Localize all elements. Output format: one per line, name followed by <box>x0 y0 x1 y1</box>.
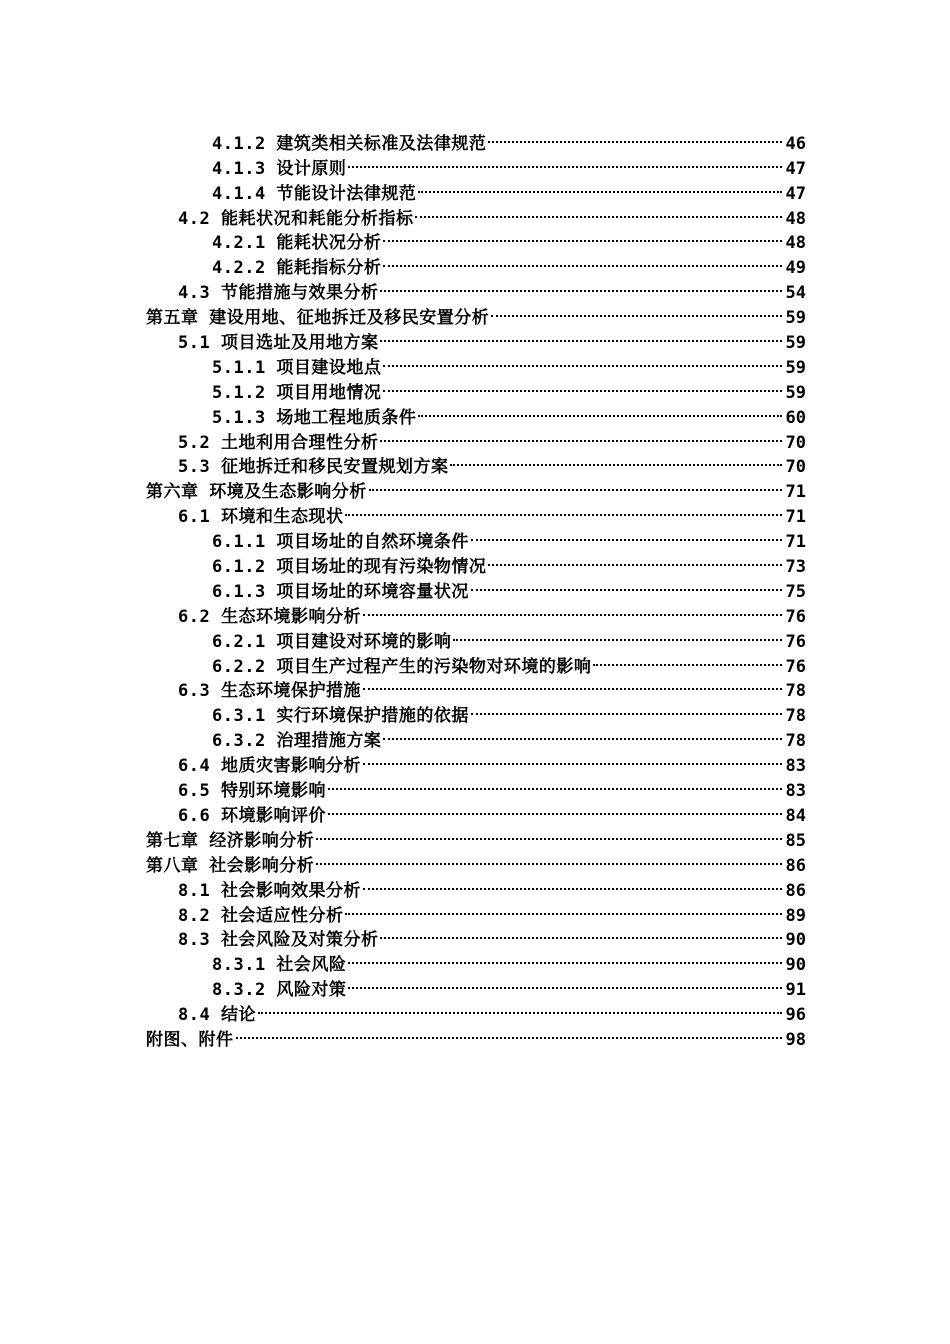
toc-page-number: 76 <box>785 656 806 677</box>
toc-dot-leader <box>488 124 782 149</box>
toc-entry-title: 5.2 土地利用合理性分析 <box>178 432 379 453</box>
table-of-contents <box>146 124 806 1050</box>
toc-page-number: 73 <box>785 557 806 578</box>
toc-entry-title: 5.1 项目选址及用地方案 <box>178 333 379 354</box>
toc-dot-leader <box>491 298 782 323</box>
toc-dot-leader <box>328 796 782 821</box>
toc-entry-title: 6.2 生态环境影响分析 <box>178 606 361 627</box>
toc-entry-title: 4.2.1 能耗状况分析 <box>212 233 382 254</box>
toc-dot-leader <box>345 896 782 921</box>
toc-page-number: 86 <box>785 855 806 876</box>
toc-dot-leader <box>418 398 782 423</box>
toc-dot-leader <box>348 945 782 970</box>
toc-entry-title: 4.1.3 设计原则 <box>212 158 347 179</box>
toc-page-number: 76 <box>785 606 806 627</box>
toc-dot-leader <box>380 273 782 298</box>
toc-dot-leader <box>348 149 782 174</box>
toc-entry-title: 8.4 结论 <box>178 1005 256 1026</box>
toc-page-number: 59 <box>785 333 806 354</box>
toc-entry-title: 4.1.2 建筑类相关标准及法律规范 <box>212 133 487 154</box>
toc-page-number: 71 <box>785 532 806 553</box>
toc-entry-title: 第六章 环境及生态影响分析 <box>146 482 367 503</box>
toc-page-number: 86 <box>785 880 806 901</box>
toc-dot-leader <box>450 448 782 473</box>
toc-dot-leader <box>488 547 782 572</box>
toc-entry-title: 5.1.2 项目用地情况 <box>212 382 382 403</box>
toc-page-number: 59 <box>785 382 806 403</box>
toc-page-number: 75 <box>785 581 806 602</box>
toc-dot-leader <box>363 746 782 771</box>
toc-page-number: 70 <box>785 457 806 478</box>
toc-entry-title: 6.3.2 治理措施方案 <box>212 731 382 752</box>
toc-dot-leader <box>363 871 782 896</box>
toc-dot-leader <box>471 522 782 547</box>
toc-page-number: 59 <box>785 357 806 378</box>
toc-dot-leader <box>380 323 782 348</box>
toc-dot-leader <box>380 423 782 448</box>
toc-entry-title: 6.5 特别环境影响 <box>178 781 326 802</box>
toc-entry-title: 第八章 社会影响分析 <box>146 855 315 876</box>
toc-dot-leader <box>380 921 782 946</box>
toc-page-number: 78 <box>785 681 806 702</box>
toc-page-number: 54 <box>785 283 806 304</box>
toc-dot-leader <box>363 597 782 622</box>
toc-dot-leader <box>383 248 782 273</box>
toc-dot-leader <box>383 373 782 398</box>
toc-page-number: 48 <box>785 233 806 254</box>
toc-entry-title: 6.1.3 项目场址的环境容量状况 <box>212 581 469 602</box>
toc-entry-title: 6.1 环境和生态现状 <box>178 507 344 528</box>
toc-dot-leader <box>236 1020 783 1045</box>
toc-dot-leader <box>316 821 782 846</box>
toc-page-number: 85 <box>785 830 806 851</box>
toc-entry-title: 6.1.1 项目场址的自然环境条件 <box>212 532 469 553</box>
toc-dot-leader <box>363 672 782 697</box>
toc-entry[interactable] <box>146 124 806 154</box>
toc-page-number: 49 <box>785 258 806 279</box>
toc-entry-title: 6.4 地质灾害影响分析 <box>178 756 361 777</box>
toc-page-number: 60 <box>785 407 806 428</box>
toc-page-number: 71 <box>785 482 806 503</box>
toc-entry-title: 5.3 征地拆迁和移民安置规划方案 <box>178 457 449 478</box>
toc-entry-title: 6.1.2 项目场址的现有污染物情况 <box>212 557 487 578</box>
toc-dot-leader <box>453 622 782 647</box>
toc-page-number: 78 <box>785 731 806 752</box>
toc-dot-leader <box>258 995 782 1020</box>
toc-page-number: 46 <box>785 133 806 154</box>
toc-entry-title: 8.3.1 社会风险 <box>212 955 347 976</box>
toc-dot-leader <box>383 348 782 373</box>
toc-page-number: 84 <box>785 805 806 826</box>
toc-entry-title: 4.2 能耗状况和耗能分析指标 <box>178 208 414 229</box>
toc-entry-title: 6.6 环境影响评价 <box>178 805 326 826</box>
toc-page-number: 47 <box>785 183 806 204</box>
toc-dot-leader <box>415 199 782 224</box>
toc-dot-leader <box>593 647 782 672</box>
toc-page-number: 91 <box>785 980 806 1001</box>
toc-entry-title: 6.2.2 项目生产过程产生的污染物对环境的影响 <box>212 656 592 677</box>
toc-entry-title: 4.1.4 节能设计法律规范 <box>212 183 417 204</box>
toc-page-number: 59 <box>785 308 806 329</box>
toc-entry-title: 5.1.1 项目建设地点 <box>212 357 382 378</box>
toc-page-number: 89 <box>785 905 806 926</box>
toc-entry-title: 4.2.2 能耗指标分析 <box>212 258 382 279</box>
toc-page-number: 96 <box>785 1005 806 1026</box>
toc-entry-title: 6.3 生态环境保护措施 <box>178 681 361 702</box>
toc-entry-title: 8.3 社会风险及对策分析 <box>178 930 379 951</box>
toc-page-number: 47 <box>785 158 806 179</box>
toc-dot-leader <box>383 224 782 249</box>
toc-entry-title: 8.3.2 风险对策 <box>212 980 347 1001</box>
toc-dot-leader <box>345 497 782 522</box>
toc-entry-title: 4.3 节能措施与效果分析 <box>178 283 379 304</box>
toc-page-number: 76 <box>785 631 806 652</box>
toc-dot-leader <box>471 572 782 597</box>
toc-page-number: 71 <box>785 507 806 528</box>
toc-page-number: 90 <box>785 955 806 976</box>
toc-dot-leader <box>471 696 782 721</box>
toc-entry-title: 8.1 社会影响效果分析 <box>178 880 361 901</box>
toc-entry[interactable] <box>146 1020 806 1050</box>
toc-page-number: 78 <box>785 706 806 727</box>
toc-dot-leader <box>418 174 782 199</box>
toc-page-number: 90 <box>785 930 806 951</box>
toc-page-number: 98 <box>785 1029 806 1050</box>
toc-dot-leader <box>383 721 782 746</box>
toc-entry-title: 6.3.1 实行环境保护措施的依据 <box>212 706 469 727</box>
toc-page-number: 83 <box>785 756 806 777</box>
toc-entry-title: 6.2.1 项目建设对环境的影响 <box>212 631 452 652</box>
toc-dot-leader <box>369 472 782 497</box>
toc-entry-title: 第七章 经济影响分析 <box>146 830 315 851</box>
toc-dot-leader <box>348 970 782 995</box>
toc-entry-title: 附图、附件 <box>146 1029 234 1050</box>
toc-dot-leader <box>316 846 782 871</box>
toc-page-number: 83 <box>785 781 806 802</box>
toc-entry-title: 5.1.3 场地工程地质条件 <box>212 407 417 428</box>
toc-entry-title: 第五章 建设用地、征地拆迁及移民安置分析 <box>146 308 490 329</box>
toc-entry-title: 8.2 社会适应性分析 <box>178 905 344 926</box>
toc-dot-leader <box>328 771 782 796</box>
toc-page-number: 48 <box>785 208 806 229</box>
toc-page-number: 70 <box>785 432 806 453</box>
